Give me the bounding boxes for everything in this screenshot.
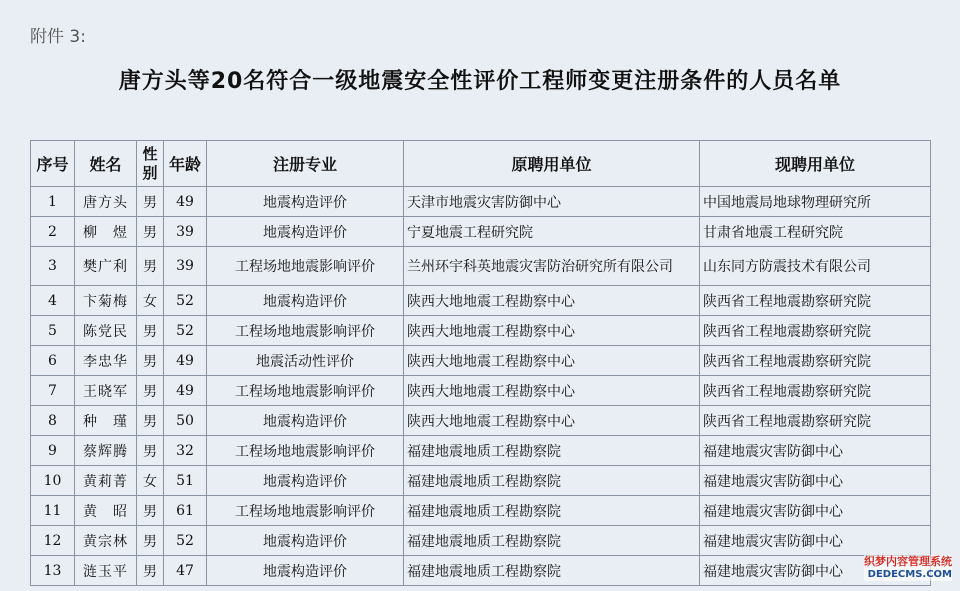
cell-name: 王晓军 (75, 376, 137, 406)
cell-age: 39 (164, 247, 207, 286)
cell-sex: 男 (137, 217, 164, 247)
cell-original-employer: 宁夏地震工程研究院 (404, 217, 700, 247)
cell-sex: 女 (137, 466, 164, 496)
cell-original-employer: 福建地震地质工程勘察院 (404, 436, 700, 466)
cell-name: 蔡辉腾 (75, 436, 137, 466)
cell-major: 地震构造评价 (207, 286, 404, 316)
cell-original-employer: 天津市地震灾害防御中心 (404, 187, 700, 217)
cell-current-employer: 福建地震灾害防御中心 (700, 466, 931, 496)
cell-current-employer: 福建地震灾害防御中心 (700, 556, 931, 586)
cell-name: 陈党民 (75, 316, 137, 346)
cell-no: 8 (31, 406, 75, 436)
cell-age: 52 (164, 286, 207, 316)
watermark-domain: DEDECMS.COM (867, 569, 952, 580)
cell-current-employer: 甘肃省地震工程研究院 (700, 217, 931, 247)
table-row (31, 436, 931, 466)
cell-age: 50 (164, 406, 207, 436)
cell-age: 39 (164, 217, 207, 247)
cell-no: 10 (31, 466, 75, 496)
cell-major: 工程场地地震影响评价 (207, 376, 404, 406)
cell-no: 13 (31, 556, 75, 586)
cell-original-employer: 陕西大地地震工程勘察中心 (404, 286, 700, 316)
cell-original-employer: 陕西大地地震工程勘察中心 (404, 376, 700, 406)
cell-no: 2 (31, 217, 75, 247)
cell-name: 李忠华 (75, 346, 137, 376)
cell-current-employer: 福建地震灾害防御中心 (700, 496, 931, 526)
cell-age: 51 (164, 466, 207, 496)
cell-major: 工程场地地震影响评价 (207, 436, 404, 466)
cell-current-employer: 陕西省工程地震勘察研究院 (700, 346, 931, 376)
cell-no: 4 (31, 286, 75, 316)
cell-no: 5 (31, 316, 75, 346)
attachment-label: 附件 3: (30, 27, 86, 47)
cell-major: 工程场地地震影响评价 (207, 247, 404, 286)
cell-sex: 男 (137, 436, 164, 466)
cell-age: 32 (164, 436, 207, 466)
cell-age: 52 (164, 316, 207, 346)
header-major: 注册专业 (207, 141, 404, 187)
cell-current-employer: 陕西省工程地震勘察研究院 (700, 286, 931, 316)
table-row (31, 526, 931, 556)
cell-current-employer: 陕西省工程地震勘察研究院 (700, 376, 931, 406)
cell-no: 1 (31, 187, 75, 217)
header-original-employer: 原聘用单位 (404, 141, 700, 187)
cell-original-employer: 陕西大地地震工程勘察中心 (404, 406, 700, 436)
table-row (31, 496, 931, 526)
cell-sex: 男 (137, 556, 164, 586)
cell-no: 7 (31, 376, 75, 406)
header-no: 序号 (31, 141, 75, 187)
cell-major: 工程场地地震影响评价 (207, 316, 404, 346)
cell-sex: 男 (137, 187, 164, 217)
cell-age: 49 (164, 346, 207, 376)
cell-current-employer: 福建地震灾害防御中心 (700, 436, 931, 466)
cell-name: 柳 煜 (75, 217, 137, 247)
cell-original-employer: 福建地震地质工程勘察院 (404, 496, 700, 526)
cell-name: 卞菊梅 (75, 286, 137, 316)
cell-current-employer: 陕西省工程地震勘察研究院 (700, 316, 931, 346)
cell-major: 地震构造评价 (207, 187, 404, 217)
cell-name: 黄 昭 (75, 496, 137, 526)
cell-major: 地震构造评价 (207, 556, 404, 586)
personnel-table (30, 140, 931, 586)
cell-age: 49 (164, 376, 207, 406)
header-sex: 性别 (137, 141, 164, 187)
cell-current-employer: 陕西省工程地震勘察研究院 (700, 406, 931, 436)
cell-sex: 男 (137, 376, 164, 406)
cell-name: 种 瑾 (75, 406, 137, 436)
cell-original-employer: 兰州环宇科英地震灾害防治研究所有限公司 (404, 247, 700, 286)
cell-original-employer: 福建地震地质工程勘察院 (404, 556, 700, 586)
header-name: 姓名 (75, 141, 137, 187)
table-row (31, 247, 931, 286)
cell-original-employer: 福建地震地质工程勘察院 (404, 526, 700, 556)
cell-major: 地震构造评价 (207, 526, 404, 556)
cell-no: 3 (31, 247, 75, 286)
cell-no: 6 (31, 346, 75, 376)
cell-age: 61 (164, 496, 207, 526)
cell-name: 黄莉菁 (75, 466, 137, 496)
cell-major: 地震活动性评价 (207, 346, 404, 376)
table-row (31, 346, 931, 376)
cell-age: 52 (164, 526, 207, 556)
table-row (31, 376, 931, 406)
cell-no: 12 (31, 526, 75, 556)
cell-sex: 男 (137, 247, 164, 286)
cell-sex: 男 (137, 346, 164, 376)
header-age: 年龄 (164, 141, 207, 187)
cell-sex: 男 (137, 406, 164, 436)
watermark-text: 织梦内容管理系统 (864, 555, 952, 568)
cell-age: 49 (164, 187, 207, 217)
table-row (31, 406, 931, 436)
cell-sex: 男 (137, 316, 164, 346)
table-row (31, 556, 931, 586)
cell-original-employer: 陕西大地地震工程勘察中心 (404, 316, 700, 346)
cell-no: 11 (31, 496, 75, 526)
table-row (31, 286, 931, 316)
cell-age: 47 (164, 556, 207, 586)
document-title: 唐方头等20名符合一级地震安全性评价工程师变更注册条件的人员名单 (118, 69, 842, 94)
watermark-logo (864, 555, 952, 581)
header-current-employer: 现聘用单位 (700, 141, 931, 187)
cell-sex: 女 (137, 286, 164, 316)
cell-name: 唐方头 (75, 187, 137, 217)
cell-current-employer: 福建地震灾害防御中心 (700, 526, 931, 556)
cell-current-employer: 中国地震局地球物理研究所 (700, 187, 931, 217)
cell-major: 工程场地地震影响评价 (207, 496, 404, 526)
cell-name: 涟玉平 (75, 556, 137, 586)
cell-name: 黄宗林 (75, 526, 137, 556)
table-row (31, 217, 931, 247)
cell-sex: 男 (137, 496, 164, 526)
cell-original-employer: 陕西大地地震工程勘察中心 (404, 346, 700, 376)
cell-sex: 男 (137, 526, 164, 556)
cell-major: 地震构造评价 (207, 406, 404, 436)
cell-major: 地震构造评价 (207, 217, 404, 247)
cell-no: 9 (31, 436, 75, 466)
table-row (31, 187, 931, 217)
table-row (31, 316, 931, 346)
cell-current-employer: 山东同方防震技术有限公司 (700, 247, 931, 286)
cell-major: 地震构造评价 (207, 466, 404, 496)
table-row (31, 466, 931, 496)
cell-original-employer: 福建地震地质工程勘察院 (404, 466, 700, 496)
table-header-row (31, 141, 931, 187)
cell-name: 樊广利 (75, 247, 137, 286)
